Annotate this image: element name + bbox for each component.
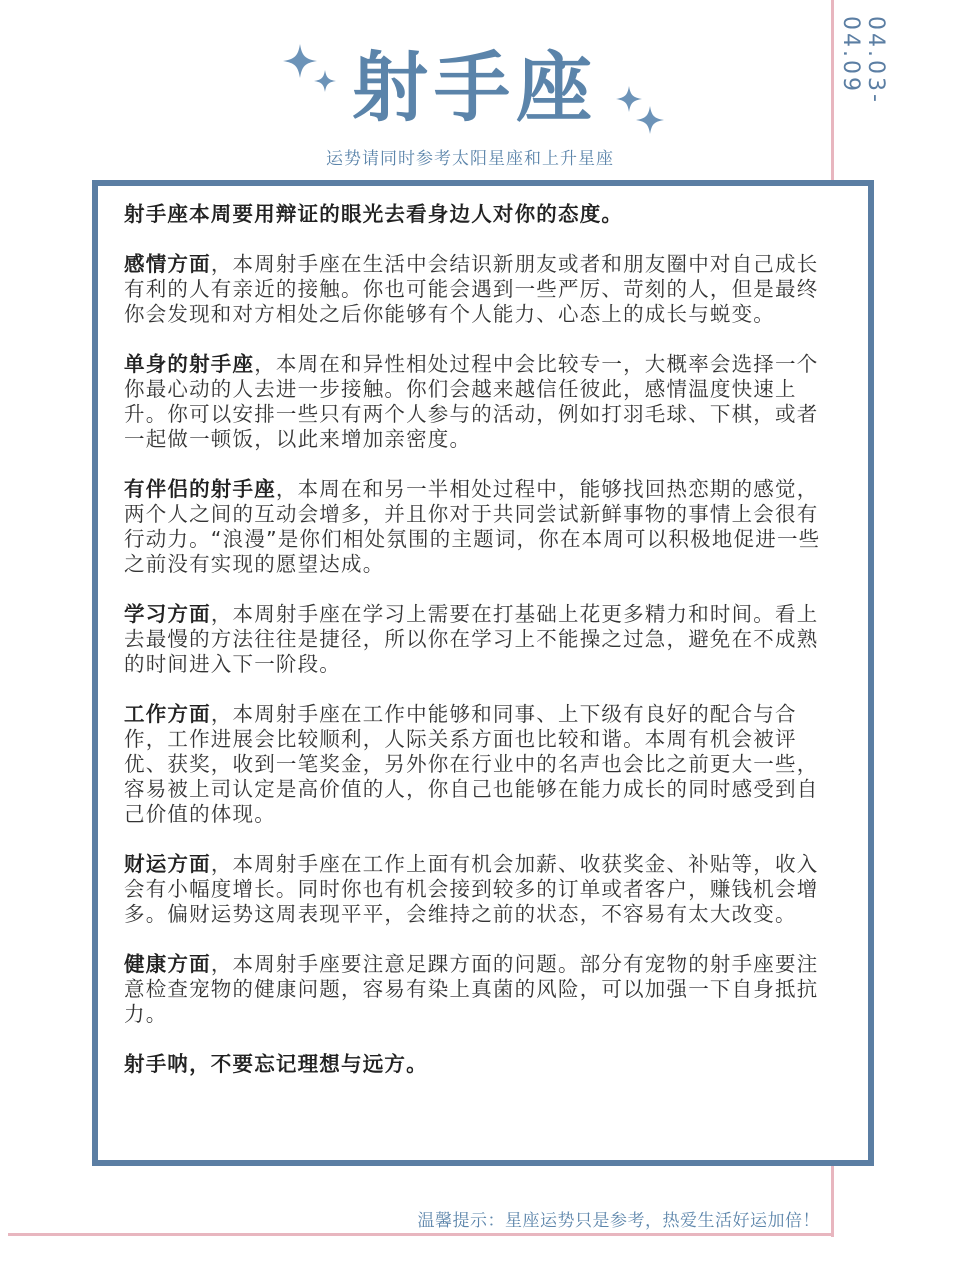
section-text: ，本周射手座要注意足踝方面的问题。部分有宠物的射手座要注意检查宠物的健康问题，容易有染上真菌的风险，可以加强一下自身抵抗力。: [124, 952, 819, 1026]
date-range: 04.03-04.09: [838, 16, 888, 105]
subtitle: 运势请同时参考太阳星座和上升星座: [326, 149, 614, 169]
section-heading: 单身的射手座: [124, 352, 255, 376]
section-wealth: [124, 852, 824, 927]
section-work: [124, 702, 824, 827]
section-heading: 有伴侣的射手座: [124, 477, 276, 501]
pink-frame-horizontal-line: [8, 1233, 834, 1236]
content-box: [92, 180, 874, 1166]
horoscope-content: [124, 202, 824, 1102]
section-text: ，本周射手座在学习上需要在打基础上花更多精力和时间。看上去最慢的方法往往是捷径，所以你在学习上不能操之过急，避免在不成熟的时间进入下一阶段。: [124, 602, 819, 676]
section-heading: 学习方面: [124, 602, 211, 626]
sparkle-star-icon: [283, 44, 317, 78]
section-heading: 工作方面: [124, 702, 211, 726]
intro-text: 射手座本周要用辩证的眼光去看身边人对你的态度。: [124, 202, 624, 226]
section-heading: 财运方面: [124, 852, 211, 876]
section-single: [124, 352, 824, 452]
section-love: [124, 252, 824, 327]
section-text: ，本周在和另一半相处过程中，能够找回热恋期的感觉，两个人之间的互动会增多，并且你对于共同尝试新鲜事物的事情上会很有行动力。“浪漫”是你们相处氛围的主题词，你在本周可以积极地促进一些之前没有实现的愿望达成。: [124, 477, 821, 576]
section-health: [124, 952, 824, 1027]
section-study: [124, 602, 824, 677]
section-text: ，本周射手座在工作上面有机会加薪、收获奖金、补贴等，收入会有小幅度增长。同时你也有机会接到较多的订单或者客户，赚钱机会增多。偏财运势这周表现平平，会维持之前的状态，不容易有太大改变。: [124, 852, 819, 926]
sparkle-star-icon: [636, 106, 664, 134]
section-partnered: [124, 477, 824, 577]
section-text: ，本周在和异性相处过程中会比较专一，大概率会选择一个你最心动的人去进一步接触。你们会越来越信任彼此，感情温度快速上升。你可以安排一些只有两个人参与的活动，例如打羽毛球、下棋，或者一起做一顿饭，以此来增加亲密度。: [124, 352, 819, 451]
page-title: 射手座: [352, 43, 598, 132]
section-text: ，本周射手座在工作中能够和同事、上下级有良好的配合与合作，工作进展会比较顺利，人际关系方面也比较和谐。本周有机会被评优、获奖，收到一笔奖金，另外你在行业中的名声也会比之前更大一些，容易被上司认定是高价值的人，你自己也能够在能力成长的同时感受到自己价值的体现。: [124, 702, 819, 826]
footer-tip: 温馨提示：星座运势只是参考，热爱生活好运加倍！: [417, 1211, 820, 1231]
section-heading: 健康方面: [124, 952, 211, 976]
closing-text: 射手呐，不要忘记理想与远方。: [124, 1052, 428, 1076]
section-heading: 感情方面: [124, 252, 211, 276]
section-text: ，本周射手座在生活中会结识新朋友或者和朋友圈中对自己成长有利的人有亲近的接触。你也可能会遇到一些严厉、苛刻的人，但是最终你会发现和对方相处之后你能够有个人能力、心态上的成长与蜕变。: [124, 252, 819, 326]
